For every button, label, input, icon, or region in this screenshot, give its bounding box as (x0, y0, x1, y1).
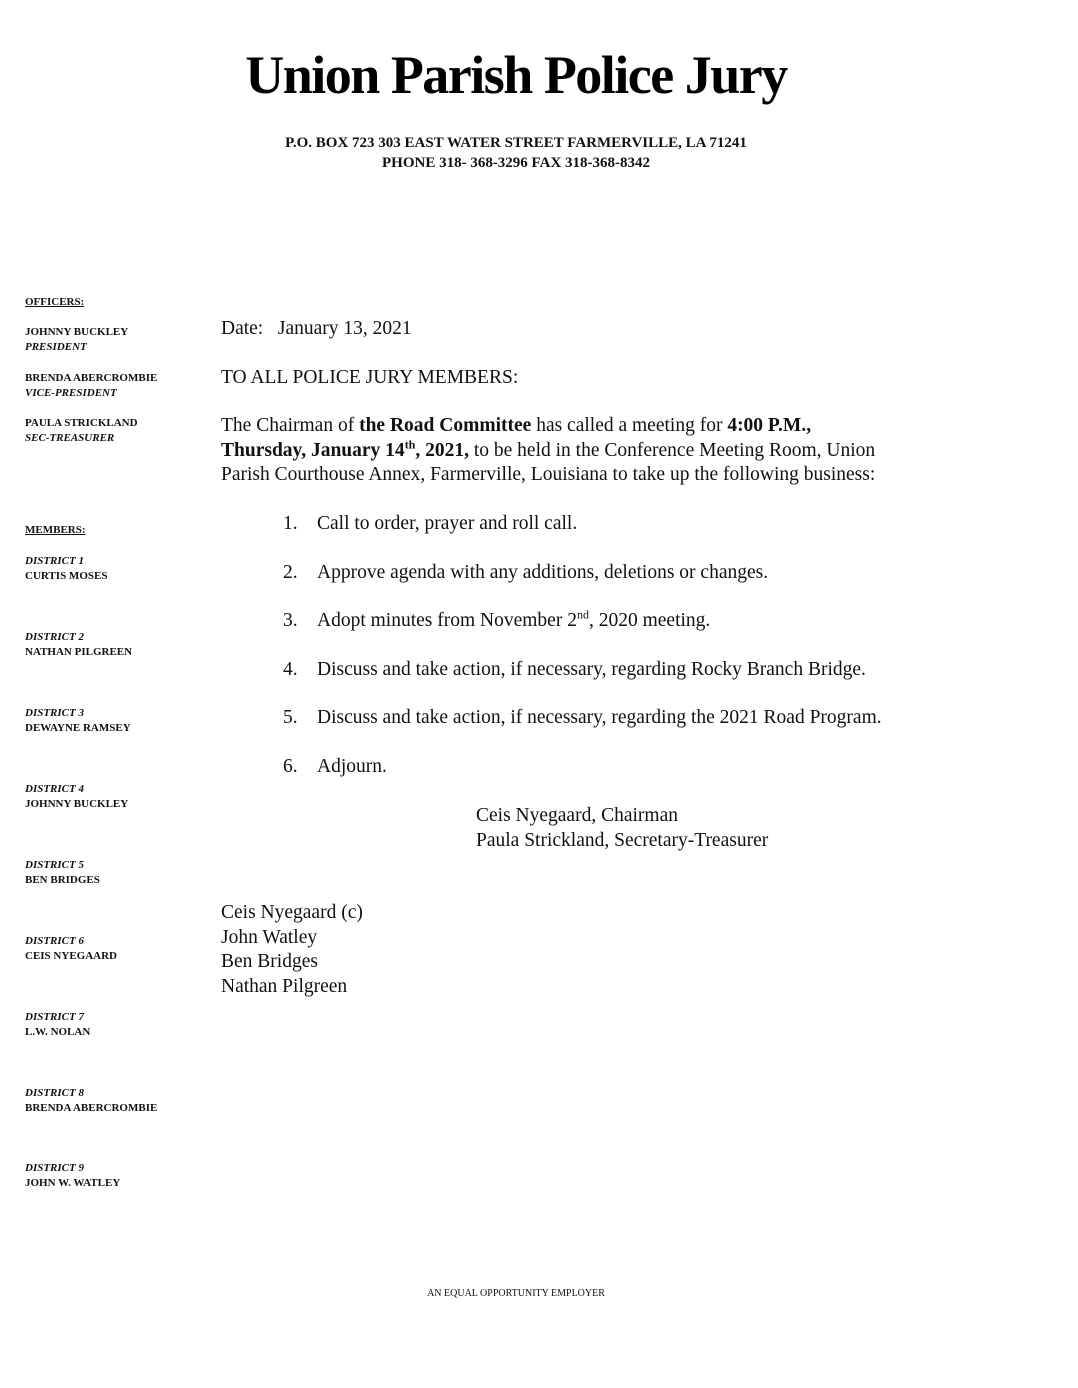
officer-name: BRENDA ABERCROMBIE (25, 372, 158, 384)
letterhead-title: Union Parish Police Jury (245, 45, 787, 105)
agenda-item: 6. Adjourn. (283, 756, 387, 777)
officer-name: JOHNNY BUCKLEY (25, 326, 129, 338)
member-district-1 (25, 554, 107, 584)
member-name: JOHNNY BUCKLEY (25, 798, 129, 810)
member-district-8 (25, 1086, 157, 1116)
phone-fax-line: PHONE 318- 368-3296 FAX 318-368-8342 (381, 155, 651, 171)
district-label: DISTRICT 1 (25, 555, 84, 567)
district-label: DISTRICT 2 (25, 631, 84, 643)
officer-role: PRESIDENT (25, 341, 87, 353)
district-label: DISTRICT 7 (25, 1011, 84, 1023)
member-name: DEWAYNE RAMSEY (25, 722, 131, 734)
meeting-day: Thursday, January 14th, 2021, (221, 437, 469, 461)
committee-member: Ceis Nyegaard (c) (221, 902, 363, 923)
officer-role: SEC-TREASURER (25, 432, 115, 444)
district-label: DISTRICT 8 (25, 1087, 84, 1099)
date-label: Date: (221, 318, 264, 339)
agenda-item: 5. Discuss and take action, if necessary, regarding the 2021 Road Program. (283, 707, 882, 728)
letter-date (221, 318, 412, 340)
member-district-2 (25, 630, 132, 660)
officer-role: VICE-PRESIDENT (25, 387, 117, 399)
committee-member: John Watley (221, 926, 318, 948)
agenda-item: 2. Approve agenda with any additions, deletions or changes. (283, 562, 769, 583)
officer-vice-president (25, 371, 157, 401)
signature-secretary: Paula Strickland, Secretary-Treasurer (476, 829, 769, 851)
committee-name: the Road Committee (359, 415, 532, 436)
committee-members-list (221, 901, 363, 999)
member-name: CEIS NYEGAARD (25, 950, 117, 962)
signature-block (476, 804, 768, 853)
district-label: DISTRICT 6 (25, 935, 84, 947)
officer-sec-treasurer (25, 416, 138, 446)
member-district-5 (25, 858, 100, 888)
address-line: P.O. BOX 723 303 EAST WATER STREET FARMERVILLE, LA 71241 (285, 135, 747, 151)
agenda-item: 3. Adopt minutes from November 2nd, 2020 meeting. (283, 607, 711, 631)
member-district-3 (25, 706, 131, 736)
officers-heading: OFFICERS: (25, 296, 85, 308)
committee-member: Ben Bridges (221, 951, 318, 972)
member-name: BRENDA ABERCROMBIE (25, 1102, 158, 1114)
member-district-6 (25, 934, 117, 964)
agenda-item: 1. Call to order, prayer and roll call. (283, 513, 578, 534)
officer-president (25, 325, 128, 355)
agenda-item: 4. Discuss and take action, if necessary, regarding Rocky Branch Bridge. (283, 659, 866, 680)
footer-text: AN EQUAL OPPORTUNITY EMPLOYER (427, 1288, 605, 1299)
member-district-4 (25, 782, 128, 812)
member-name: NATHAN PILGREEN (25, 646, 133, 658)
district-label: DISTRICT 9 (25, 1162, 84, 1174)
committee-member: Nathan Pilgreen (221, 975, 348, 997)
member-name: BEN BRIDGES (25, 874, 100, 886)
meeting-paragraph: The Chairman of the Road Committee has called a meeting for 4:00 P.M., Thursday, January 14th, 2021, to be held in the Conference Meeting Room, Union Parish Courthouse Annex, Farmerville, Louisiana to take up the following business: (221, 415, 876, 485)
date-value: January 13, 2021 (277, 318, 412, 339)
member-district-9 (25, 1161, 120, 1191)
member-name: L.W. NOLAN (25, 1026, 91, 1038)
member-district-7 (25, 1010, 90, 1040)
district-label: DISTRICT 3 (25, 707, 84, 719)
salutation: TO ALL POLICE JURY MEMBERS: (221, 367, 519, 388)
signature-chairman: Ceis Nyegaard, Chairman (476, 805, 678, 826)
district-label: DISTRICT 5 (25, 859, 84, 871)
meeting-time: 4:00 P.M., (727, 415, 812, 436)
officer-name: PAULA STRICKLAND (25, 417, 138, 429)
member-name: CURTIS MOSES (25, 570, 108, 582)
district-label: DISTRICT 4 (25, 783, 84, 795)
members-heading: MEMBERS: (25, 524, 86, 536)
member-name: JOHN W. WATLEY (25, 1177, 121, 1189)
